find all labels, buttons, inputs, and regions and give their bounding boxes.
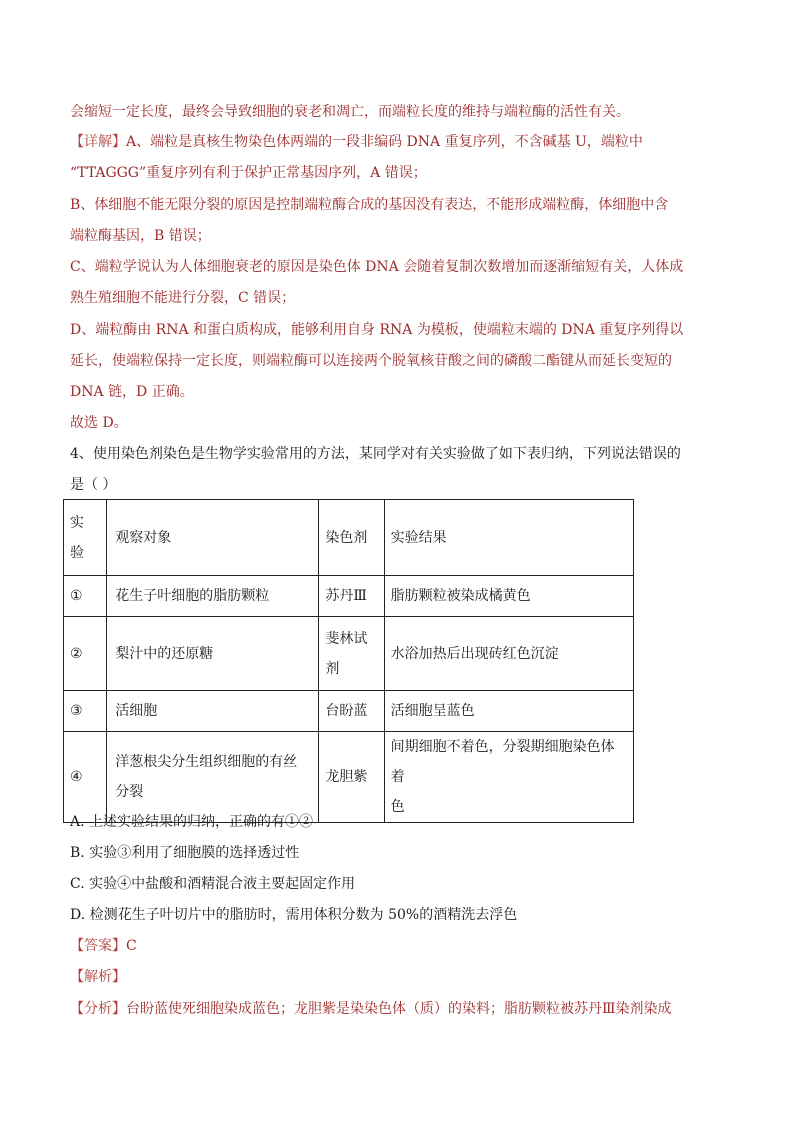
table-row — [64, 691, 634, 732]
text-line: 故选 D。 — [70, 415, 128, 431]
row-number: ② — [64, 617, 107, 691]
text-line: B、体细胞不能无限分裂的原因是控制端粒酶合成的基因没有表达，不能形成端粒酶，体细胞中含 — [70, 197, 669, 213]
analysis-tag: 【分析】 — [70, 1001, 126, 1017]
dye: 斐林试 剂 — [319, 617, 384, 691]
text-line: 端粒酶基因，B 错误； — [70, 228, 211, 244]
result: 水浴加热后出现砖红色沉淀 — [384, 617, 633, 691]
row-number: ④ — [64, 732, 107, 823]
detail-tag: 【详解】 — [70, 134, 126, 150]
header-cell: 染色剂 — [319, 500, 384, 576]
dye: 龙胆紫 — [319, 732, 384, 823]
row-number: ③ — [64, 691, 107, 732]
analysis-heading: 【解析】 — [70, 969, 126, 985]
question-stem: 4、使用染色剂染色是生物学实验常用的方法，某同学对有关实验做了如下表归纳，下列说法错误的 — [70, 446, 681, 462]
observation-object: 花生子叶细胞的脂肪颗粒 — [107, 576, 319, 617]
table-header-row — [64, 500, 634, 576]
text-line: 延长，使端粒保持一定长度，则端粒酶可以连接两个脱氧核苷酸之间的磷酸二酯键从而延长变短的 — [70, 353, 672, 369]
text-line: 【详解】A、端粒是真核生物染色体两端的一段非编码 DNA 重复序列，不含碱基 U，端粒中 — [70, 134, 643, 150]
header-cell: 实 验 — [64, 500, 107, 576]
option-c: C. 实验④中盐酸和酒精混合液主要起固定作用 — [70, 876, 356, 892]
text-line: 熟生殖细胞不能进行分裂，C 错误； — [70, 290, 296, 306]
text-line: D、端粒酶由 RNA 和蛋白质构成，能够利用自身 RNA 为模板，使端粒末端的 DNA 重复序列得以 — [70, 322, 684, 338]
answer-tag: 【答案】 — [70, 938, 126, 954]
option-d: D. 检测花生子叶切片中的脂肪时，需用体积分数为 50%的酒精洗去浮色 — [70, 907, 518, 923]
experiment-table — [63, 499, 634, 823]
table-row — [64, 617, 634, 691]
table-row — [64, 732, 634, 823]
text-line: “TTAGGG”重复序列有利于保护正常基因序列，A 错误； — [70, 165, 427, 181]
observation-object: 洋葱根尖分生组织细胞的有丝 分裂 — [107, 732, 319, 823]
text-line: C、端粒学说认为人体细胞衰老的原因是染色体 DNA 会随着复制次数增加而逐渐缩短有关，人体成 — [70, 259, 684, 275]
header-cell: 实验结果 — [384, 500, 633, 576]
question-stem: 是（ ） — [70, 477, 117, 493]
header-cell: 观察对象 — [107, 500, 319, 576]
option-a: A. 上述实验结果的归纳，正确的有①② — [70, 814, 314, 830]
text-line: 会缩短一定长度，最终会导致细胞的衰老和凋亡，而端粒长度的维持与端粒酶的活性有关。 — [70, 104, 630, 120]
table-row — [64, 576, 634, 617]
dye: 台盼蓝 — [319, 691, 384, 732]
observation-object: 梨汁中的还原糖 — [107, 617, 319, 691]
analysis-line: 【分析】台盼蓝使死细胞染成蓝色；龙胆紫是染染色体（质）的染料；脂肪颗粒被苏丹Ⅲ染剂染成 — [70, 1001, 672, 1017]
result: 活细胞呈蓝色 — [384, 691, 633, 732]
option-b: B. 实验③利用了细胞膜的选择透过性 — [70, 845, 300, 861]
result: 脂肪颗粒被染成橘黄色 — [384, 576, 633, 617]
result: 间期细胞不着色，分裂期细胞染色体着 色 — [384, 732, 633, 823]
answer-value: C — [126, 938, 137, 954]
observation-object: 活细胞 — [107, 691, 319, 732]
row-number: ① — [64, 576, 107, 617]
dye: 苏丹Ⅲ — [319, 576, 384, 617]
text-line: DNA 链，D 正确。 — [70, 384, 194, 400]
answer-line — [70, 936, 710, 956]
